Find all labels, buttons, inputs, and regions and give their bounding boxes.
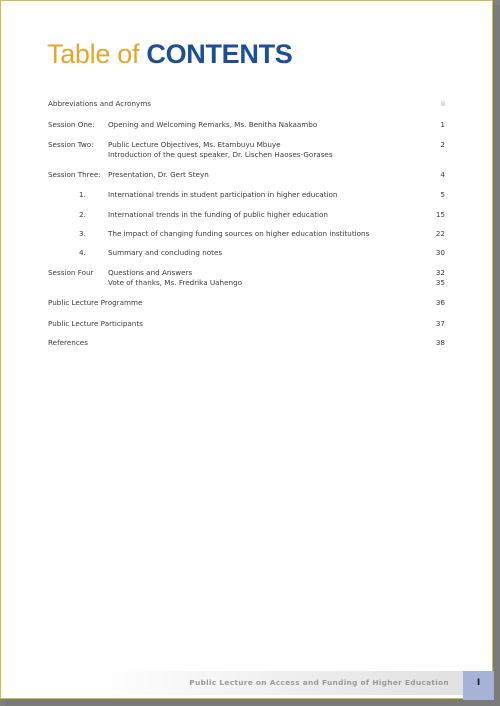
footer-page-number: I [463, 671, 494, 700]
toc-page-number: ii [441, 99, 445, 108]
toc-page-number: 30 [435, 248, 445, 257]
title-emphasis: CONTENTS [146, 39, 293, 69]
toc-page-number: 35 [435, 278, 445, 287]
toc-entry-label[interactable]: Public Lecture Programme [48, 298, 143, 307]
toc-entry-text[interactable]: Summary and concluding notes [108, 248, 223, 257]
toc-entry-text[interactable]: Public Lecture Objectives, Ms. Etambuyu Mbuye [108, 140, 281, 149]
toc-entry-label: Session One: [48, 120, 95, 129]
toc-page-number: 22 [435, 229, 445, 238]
footer-bar [1, 671, 463, 695]
toc-entry-label: Session Three: [48, 170, 101, 179]
toc-entry-text[interactable]: Opening and Welcoming Remarks, Ms. Benitha Nakaambo [108, 120, 318, 129]
toc-page-number: 15 [435, 210, 445, 219]
page-shadow-bottom [5, 699, 500, 706]
toc-entry-label: Session Two: [48, 140, 94, 149]
table-of-contents [1, 1, 492, 698]
page-shadow-right [493, 5, 500, 706]
toc-item-number: 2. [79, 210, 86, 219]
toc-item-number: 1. [79, 190, 86, 199]
toc-entry-text[interactable]: International trends in student participation in higher education [108, 190, 338, 199]
toc-item-number: 4. [79, 248, 86, 257]
toc-page-number: 1 [440, 120, 445, 129]
toc-entry-text[interactable]: International trends in the funding of public higher education [108, 210, 328, 219]
toc-page-number: 4 [440, 170, 445, 179]
toc-page-number: 32 [435, 268, 445, 277]
toc-entry-label[interactable]: Abbreviations and Acronyms [48, 99, 152, 108]
toc-entry-text[interactable]: Introduction of the quest speaker, Dr. Lischen Haoses-Gorases [108, 150, 333, 159]
toc-item-number: 3. [79, 229, 86, 238]
toc-entry-label[interactable]: Public Lecture Participants [48, 319, 143, 328]
footer-title: Public Lecture on Access and Funding of Higher Education [189, 678, 449, 687]
toc-entry-label: Session Four [48, 268, 94, 277]
toc-entry-text[interactable]: The impact of changing funding sources on higher education institutions [108, 229, 370, 238]
title-prefix: Table of [47, 39, 147, 69]
toc-entry-text[interactable]: Questions and Answers [108, 268, 193, 277]
toc-page-number: 38 [435, 338, 445, 347]
toc-entry-text[interactable]: Presentation, Dr. Gert Steyn [108, 170, 209, 179]
toc-page-number: 37 [435, 319, 445, 328]
toc-entry-label[interactable]: References [48, 338, 88, 347]
toc-page-number: 36 [435, 298, 445, 307]
toc-entry-text[interactable]: Vote of thanks, Ms. Fredrika Uahengo [108, 278, 243, 287]
toc-page-number: 5 [440, 190, 445, 199]
toc-page-number: 2 [440, 140, 445, 149]
